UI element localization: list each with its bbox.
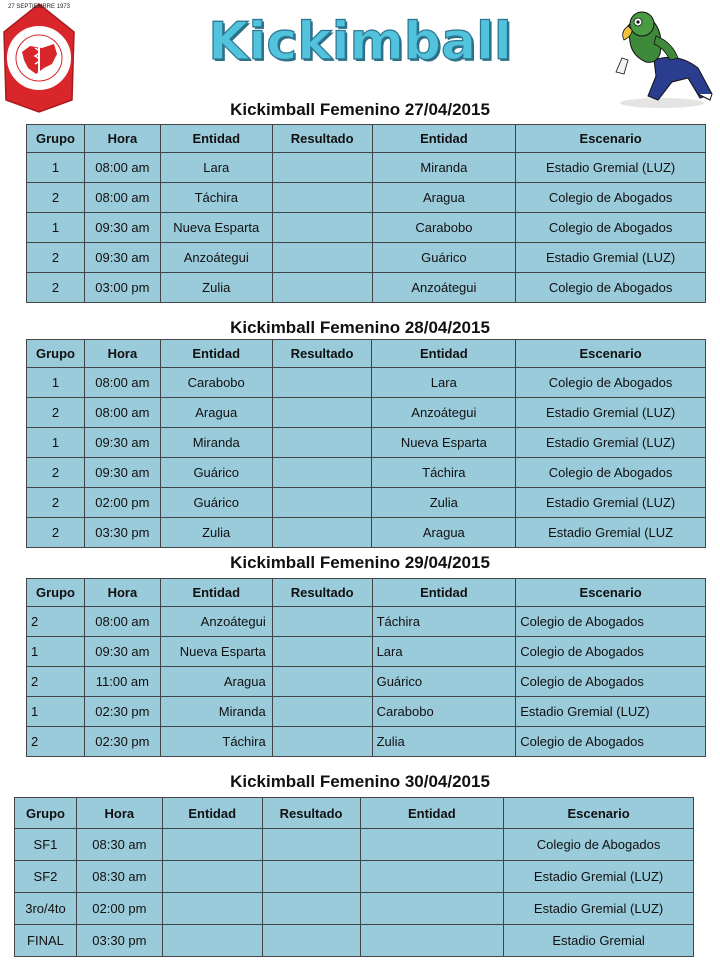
cell-escenario: Estadio Gremial (LUZ) — [516, 243, 706, 273]
cell-grupo: 2 — [27, 667, 85, 697]
cell-entidad-b: Anzoátegui — [372, 398, 516, 428]
col-header: Grupo — [27, 340, 85, 368]
table-row — [27, 518, 706, 548]
col-header: Resultado — [272, 579, 372, 607]
page-header — [0, 0, 720, 100]
table-row — [27, 488, 706, 518]
cell-escenario: Colegio de Abogados — [516, 368, 706, 398]
col-header: Resultado — [272, 340, 372, 368]
cell-entidad-a: Aragua — [160, 667, 272, 697]
table-row — [27, 667, 706, 697]
cell-escenario: Colegio de Abogados — [516, 458, 706, 488]
cell-entidad-b — [360, 893, 504, 925]
cell-hora: 08:00 am — [84, 398, 160, 428]
col-header: Entidad — [372, 340, 516, 368]
cell-entidad-a: Táchira — [160, 183, 272, 213]
cell-entidad-b: Carabobo — [372, 213, 516, 243]
cell-entidad-b: Nueva Esparta — [372, 428, 516, 458]
col-header: Grupo — [27, 579, 85, 607]
table-row — [27, 273, 706, 303]
cell-grupo: 3ro/4to — [15, 893, 77, 925]
cell-resultado — [272, 458, 372, 488]
cell-resultado — [272, 488, 372, 518]
table-row — [27, 213, 706, 243]
cell-entidad-b: Anzoátegui — [372, 273, 516, 303]
cell-hora: 08:00 am — [84, 153, 160, 183]
cell-resultado — [272, 153, 372, 183]
cell-entidad-b — [360, 925, 504, 957]
table-row — [15, 829, 694, 861]
col-header: Entidad — [162, 798, 262, 829]
cell-resultado — [272, 243, 372, 273]
section-title-4: Kickimball Femenino 30/04/2015 — [230, 772, 490, 791]
cell-grupo: 1 — [27, 428, 85, 458]
col-header: Entidad — [160, 125, 272, 153]
logo-date-text: 27 SEPTIEMBRE 1973 — [7, 4, 71, 10]
section-title-2: Kickimball Femenino 28/04/2015 — [230, 318, 490, 337]
col-header: Hora — [84, 125, 160, 153]
cell-entidad-a: Lara — [160, 153, 272, 183]
cell-escenario: Colegio de Abogados — [516, 667, 706, 697]
cell-grupo: 1 — [27, 697, 85, 727]
cell-escenario: Estadio Gremial (LUZ) — [516, 153, 706, 183]
cell-escenario: Colegio de Abogados — [516, 727, 706, 757]
schedule-table-2 — [26, 339, 706, 548]
table-row — [27, 607, 706, 637]
table-row — [27, 398, 706, 428]
cell-resultado — [272, 183, 372, 213]
col-header: Hora — [84, 340, 160, 368]
table-row — [15, 893, 694, 925]
cell-resultado — [272, 213, 372, 243]
cell-entidad-a: Miranda — [160, 697, 272, 727]
cell-entidad-a: Nueva Esparta — [160, 637, 272, 667]
cell-hora: 03:30 pm — [84, 518, 160, 548]
cell-grupo: SF2 — [15, 861, 77, 893]
cell-entidad-b: Carabobo — [372, 697, 516, 727]
cell-entidad-a — [162, 829, 262, 861]
cell-grupo: SF1 — [15, 829, 77, 861]
cell-entidad-b: Aragua — [372, 183, 516, 213]
table-row — [27, 727, 706, 757]
table-row — [15, 925, 694, 957]
cell-resultado — [272, 273, 372, 303]
cell-resultado — [272, 428, 372, 458]
cell-entidad-a: Anzoátegui — [160, 243, 272, 273]
cell-entidad-b: Zulia — [372, 488, 516, 518]
col-header: Escenario — [516, 579, 706, 607]
cell-resultado — [262, 829, 360, 861]
cell-grupo: 2 — [27, 398, 85, 428]
cell-entidad-b: Aragua — [372, 518, 516, 548]
col-header: Escenario — [516, 125, 706, 153]
cell-resultado — [272, 727, 372, 757]
cell-entidad-b — [360, 861, 504, 893]
cell-hora: 08:00 am — [84, 183, 160, 213]
cell-grupo: 2 — [27, 607, 85, 637]
cell-entidad-a: Nueva Esparta — [160, 213, 272, 243]
cell-hora: 02:30 pm — [84, 697, 160, 727]
cell-entidad-b: Lara — [372, 368, 516, 398]
table-row — [27, 153, 706, 183]
cell-entidad-b: Táchira — [372, 607, 516, 637]
table-row — [27, 428, 706, 458]
cell-hora: 08:00 am — [84, 607, 160, 637]
cell-resultado — [272, 368, 372, 398]
table-row — [27, 637, 706, 667]
table-row — [27, 458, 706, 488]
section-title-1: Kickimball Femenino 27/04/2015 — [230, 100, 490, 119]
col-header: Hora — [76, 798, 162, 829]
cell-grupo: 1 — [27, 637, 85, 667]
cell-entidad-a — [162, 861, 262, 893]
cell-entidad-a: Anzoátegui — [160, 607, 272, 637]
cell-entidad-a: Guárico — [160, 488, 272, 518]
cell-grupo: FINAL — [15, 925, 77, 957]
cell-grupo: 2 — [27, 243, 85, 273]
cell-entidad-a — [162, 925, 262, 957]
cell-entidad-b: Guárico — [372, 243, 516, 273]
cell-entidad-b: Táchira — [372, 458, 516, 488]
cell-entidad-b: Lara — [372, 637, 516, 667]
cell-entidad-a: Zulia — [160, 273, 272, 303]
cell-escenario: Estadio Gremial (LUZ) — [516, 697, 706, 727]
cell-resultado — [272, 697, 372, 727]
schedule-table-3 — [26, 578, 706, 757]
section-title-3: Kickimball Femenino 29/04/2015 — [230, 553, 490, 572]
cell-grupo: 2 — [27, 488, 85, 518]
cell-grupo: 2 — [27, 183, 85, 213]
cell-entidad-a — [162, 893, 262, 925]
col-header: Escenario — [504, 798, 694, 829]
cell-resultado — [272, 518, 372, 548]
cell-entidad-a: Zulia — [160, 518, 272, 548]
cell-entidad-a: Táchira — [160, 727, 272, 757]
cell-hora: 02:00 pm — [76, 893, 162, 925]
cell-grupo: 1 — [27, 153, 85, 183]
page-title: Kickimball — [208, 12, 512, 72]
col-header: Resultado — [272, 125, 372, 153]
cell-hora: 09:30 am — [84, 428, 160, 458]
col-header: Entidad — [372, 125, 516, 153]
cell-escenario: Colegio de Abogados — [504, 829, 694, 861]
cell-entidad-b: Guárico — [372, 667, 516, 697]
cell-hora: 08:30 am — [76, 861, 162, 893]
cell-hora: 09:30 am — [84, 243, 160, 273]
cell-hora: 11:00 am — [84, 667, 160, 697]
col-header: Grupo — [15, 798, 77, 829]
cell-entidad-a: Carabobo — [160, 368, 272, 398]
cell-escenario: Estadio Gremial (LUZ) — [516, 488, 706, 518]
cell-resultado — [272, 398, 372, 428]
cell-escenario: Estadio Gremial (LUZ) — [516, 398, 706, 428]
cell-resultado — [272, 667, 372, 697]
col-header: Escenario — [516, 340, 706, 368]
cell-entidad-a: Guárico — [160, 458, 272, 488]
cell-grupo: 1 — [27, 368, 85, 398]
col-header: Hora — [84, 579, 160, 607]
col-header: Entidad — [372, 579, 516, 607]
cell-escenario: Estadio Gremial (LUZ) — [516, 428, 706, 458]
table-header-row — [27, 340, 706, 368]
col-header: Resultado — [262, 798, 360, 829]
table-row — [27, 183, 706, 213]
cell-escenario: Colegio de Abogados — [516, 183, 706, 213]
col-header: Entidad — [160, 340, 272, 368]
cell-resultado — [272, 637, 372, 667]
parrot-mascot-icon — [602, 2, 716, 110]
cell-escenario: Colegio de Abogados — [516, 637, 706, 667]
cell-grupo: 2 — [27, 727, 85, 757]
cell-hora: 02:30 pm — [84, 727, 160, 757]
cell-grupo: 2 — [27, 273, 85, 303]
schedule-table-1 — [26, 124, 706, 303]
cell-grupo: 2 — [27, 518, 85, 548]
cell-hora: 03:30 pm — [76, 925, 162, 957]
cell-entidad-b: Zulia — [372, 727, 516, 757]
table-row — [27, 368, 706, 398]
cell-hora: 09:30 am — [84, 637, 160, 667]
col-header: Grupo — [27, 125, 85, 153]
cell-entidad-b: Miranda — [372, 153, 516, 183]
cell-grupo: 1 — [27, 213, 85, 243]
col-header: Entidad — [360, 798, 504, 829]
cell-resultado — [262, 925, 360, 957]
cell-escenario: Estadio Gremial (LUZ) — [504, 861, 694, 893]
cell-escenario: Estadio Gremial (LUZ — [516, 518, 706, 548]
table-row — [27, 243, 706, 273]
cell-resultado — [262, 893, 360, 925]
cell-entidad-a: Aragua — [160, 398, 272, 428]
cell-hora: 02:00 pm — [84, 488, 160, 518]
table-header-row — [27, 125, 706, 153]
cell-hora: 09:30 am — [84, 213, 160, 243]
cell-escenario: Estadio Gremial — [504, 925, 694, 957]
schedule-table-4 — [14, 797, 694, 957]
cell-escenario: Colegio de Abogados — [516, 213, 706, 243]
cell-escenario: Colegio de Abogados — [516, 273, 706, 303]
cell-entidad-a: Miranda — [160, 428, 272, 458]
cell-hora: 08:30 am — [76, 829, 162, 861]
cell-escenario: Estadio Gremial (LUZ) — [504, 893, 694, 925]
cell-hora: 03:00 pm — [84, 273, 160, 303]
table-header-row — [27, 579, 706, 607]
cell-escenario: Colegio de Abogados — [516, 607, 706, 637]
cell-hora: 08:00 am — [84, 368, 160, 398]
col-header: Entidad — [160, 579, 272, 607]
table-row — [27, 697, 706, 727]
cell-grupo: 2 — [27, 458, 85, 488]
cell-hora: 09:30 am — [84, 458, 160, 488]
cell-resultado — [262, 861, 360, 893]
cell-entidad-b — [360, 829, 504, 861]
cell-resultado — [272, 607, 372, 637]
table-header-row — [15, 798, 694, 829]
table-row — [15, 861, 694, 893]
